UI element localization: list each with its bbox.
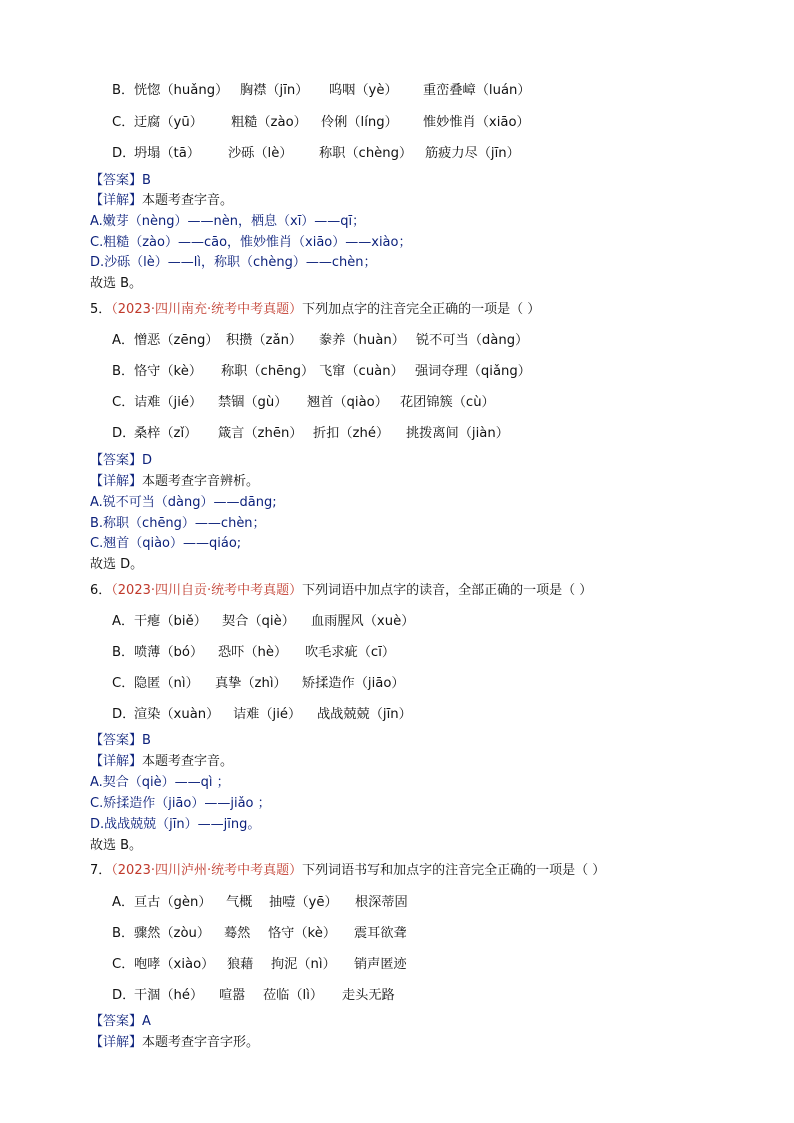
answer-tag: 【答案】 bbox=[90, 173, 143, 188]
option-label: D． bbox=[112, 426, 136, 441]
option-item: 桑梓（zǐ） bbox=[134, 426, 198, 441]
option-item: 挑拨离间（jiàn） bbox=[406, 426, 509, 441]
option-item: 箴言（zhēn） bbox=[218, 426, 303, 441]
q6-detail bbox=[90, 752, 233, 772]
option-label: B． bbox=[112, 926, 135, 941]
option-item: 吹毛求疵（cī） bbox=[305, 645, 396, 660]
question-stem: 下列词语中加点字的读音，全部正确的一项是（ ） bbox=[302, 583, 593, 598]
detail-text: 本题考查字音。 bbox=[142, 193, 234, 208]
option-label: C． bbox=[112, 115, 135, 130]
detail-tag: 【详解】 bbox=[90, 193, 143, 208]
option-item: 飞窜（cuàn） bbox=[319, 364, 404, 379]
option-item: 呜咽（yè） bbox=[329, 83, 398, 98]
option-item: 胸襟（jīn） bbox=[240, 83, 309, 98]
option-label: D． bbox=[112, 146, 136, 161]
answer-value: B bbox=[142, 173, 151, 188]
detail-text: 本题考查字音字形。 bbox=[142, 1035, 260, 1050]
option-label: B． bbox=[112, 364, 135, 379]
option-item: 亘古（gèn） bbox=[134, 895, 212, 910]
option-item: 咆哮（xiào） bbox=[134, 957, 215, 972]
answer-tag: 【答案】 bbox=[90, 1014, 143, 1029]
option-item: 沙砾（lè） bbox=[228, 146, 293, 161]
option-item: 粗糙（zào） bbox=[231, 115, 307, 130]
option-item: 根深蒂固 bbox=[355, 895, 408, 910]
q7-stem bbox=[90, 861, 605, 881]
option-item: 战战兢兢（jīn） bbox=[317, 707, 412, 722]
option-item: 豢养（huàn） bbox=[319, 333, 405, 348]
option-item: 走头无路 bbox=[342, 988, 395, 1003]
option-item: 坍塌（tā） bbox=[134, 146, 201, 161]
question-number: 7． bbox=[90, 863, 112, 878]
option-item: 气概 bbox=[226, 895, 253, 910]
option-label: B． bbox=[112, 83, 135, 98]
option-label: C． bbox=[112, 395, 135, 410]
q6-detail-line: C.矫揉造作（jiāo）——jiǎo ； bbox=[90, 796, 271, 811]
option-item: 真挚（zhì） bbox=[215, 676, 287, 691]
option-item: 恪守（kè） bbox=[268, 926, 337, 941]
answer-tag: 【答案】 bbox=[90, 733, 143, 748]
option-item: 矫揉造作（jiāo） bbox=[302, 676, 405, 691]
option-label: B． bbox=[112, 645, 135, 660]
option-item: 蓦然 bbox=[224, 926, 251, 941]
q6-conclusion: 故选 B。 bbox=[90, 838, 143, 853]
option-item: 锐不可当（dàng） bbox=[416, 333, 529, 348]
option-item: 积攒（zǎn） bbox=[226, 333, 303, 348]
detail-tag: 【详解】 bbox=[90, 474, 143, 489]
option-item: 诘难（jié） bbox=[233, 707, 302, 722]
question-stem: 下列加点字的注音完全正确的一项是（ ） bbox=[302, 302, 541, 317]
option-item: 重峦叠嶂（luán） bbox=[423, 83, 531, 98]
q7-answer bbox=[90, 1012, 151, 1032]
answer-value: B bbox=[142, 733, 151, 748]
answer-tag: 【答案】 bbox=[90, 453, 143, 468]
q4-detail-line: D.沙砾（lè）——lì，称职（chèng）——chèn； bbox=[90, 255, 377, 270]
q6-stem bbox=[90, 581, 592, 601]
option-label: C． bbox=[112, 957, 135, 972]
detail-tag: 【详解】 bbox=[90, 754, 143, 769]
q4-detail bbox=[90, 191, 233, 211]
detail-text: 本题考查字音。 bbox=[142, 754, 234, 769]
option-label: D． bbox=[112, 988, 136, 1003]
detail-tag: 【详解】 bbox=[90, 1035, 143, 1050]
option-item: 禁锢（gù） bbox=[218, 395, 288, 410]
option-label: D． bbox=[112, 707, 136, 722]
option-item: 恪守（kè） bbox=[134, 364, 203, 379]
option-label: C． bbox=[112, 676, 135, 691]
option-item: 恐吓（hè） bbox=[218, 645, 288, 660]
option-item: 骤然（zòu） bbox=[134, 926, 211, 941]
option-item: 翘首（qiào） bbox=[307, 395, 388, 410]
question-stem: 下列词语书写和加点字的注音完全正确的一项是（ ） bbox=[302, 863, 606, 878]
q6-answer bbox=[90, 731, 151, 751]
q7-detail bbox=[90, 1033, 259, 1053]
option-label: A． bbox=[112, 895, 135, 910]
q5-conclusion: 故选 D。 bbox=[90, 557, 144, 572]
option-item: 诘难（jié） bbox=[134, 395, 203, 410]
option-item: 干瘪（biě） bbox=[134, 614, 207, 629]
q5-answer bbox=[90, 451, 152, 471]
q6-detail-line: D.战战兢兢（jīn）——jīng。 bbox=[90, 817, 261, 832]
option-item: 干涸（hé） bbox=[134, 988, 204, 1003]
question-source: （2023·四川泸州·统考中考真题） bbox=[111, 863, 303, 878]
question-number: 5． bbox=[90, 302, 112, 317]
option-label: A． bbox=[112, 333, 135, 348]
q5-detail-line: C.翘首（qiào）——qiáo; bbox=[90, 536, 242, 551]
option-item: 称职（chēng） bbox=[221, 364, 315, 379]
option-item: 拘泥（nì） bbox=[271, 957, 336, 972]
option-item: 喧嚣 bbox=[219, 988, 246, 1003]
option-item: 强词夺理（qiǎng） bbox=[415, 364, 531, 379]
q5-detail-line: B.称职（chēng）——chèn； bbox=[90, 516, 266, 531]
option-item: 花团锦簇（cù） bbox=[400, 395, 495, 410]
option-label: A． bbox=[112, 614, 135, 629]
option-item: 抽噎（yē） bbox=[269, 895, 338, 910]
q4-answer bbox=[90, 171, 151, 191]
option-item: 喷薄（bó） bbox=[134, 645, 204, 660]
option-item: 恍惚（huǎng） bbox=[134, 83, 229, 98]
answer-value: A bbox=[142, 1014, 151, 1029]
option-item: 狼藉 bbox=[227, 957, 254, 972]
option-item: 渲染（xuàn） bbox=[134, 707, 220, 722]
question-source: （2023·四川自贡·统考中考真题） bbox=[111, 583, 303, 598]
option-item: 折扣（zhé） bbox=[313, 426, 390, 441]
q5-detail-line: A.锐不可当（dàng）——dāng; bbox=[90, 495, 277, 510]
option-item: 伶俐（líng） bbox=[321, 115, 398, 130]
q4-detail-line: A.嫩芽（nèng）——nèn，栖息（xī）——qī； bbox=[90, 214, 366, 229]
option-item: 震耳欲聋 bbox=[354, 926, 407, 941]
q6-detail-line: A.契合（qiè）——qì ； bbox=[90, 775, 230, 790]
option-item: 血雨腥风（xuè） bbox=[311, 614, 415, 629]
detail-text: 本题考查字音辨析。 bbox=[142, 474, 260, 489]
option-item: 隐匿（nì） bbox=[134, 676, 199, 691]
q5-detail bbox=[90, 472, 259, 492]
option-item: 契合（qiè） bbox=[222, 614, 295, 629]
q4-detail-line: C.粗糙（zào）——cāo，惟妙惟肖（xiāo）——xiào； bbox=[90, 235, 412, 250]
question-source: （2023·四川南充·统考中考真题） bbox=[111, 302, 303, 317]
option-item: 销声匿迹 bbox=[354, 957, 407, 972]
option-item: 迂腐（yū） bbox=[134, 115, 203, 130]
option-item: 惟妙惟肖（xiāo） bbox=[423, 115, 530, 130]
q5-stem bbox=[90, 300, 540, 320]
option-item: 憎恶（zēng） bbox=[134, 333, 219, 348]
answer-value: D bbox=[142, 453, 153, 468]
option-item: 称职（chèng） bbox=[319, 146, 413, 161]
question-number: 6． bbox=[90, 583, 112, 598]
option-item: 莅临（lì） bbox=[263, 988, 324, 1003]
q4-conclusion: 故选 B。 bbox=[90, 276, 143, 291]
option-item: 筋疲力尽（jīn） bbox=[425, 146, 520, 161]
